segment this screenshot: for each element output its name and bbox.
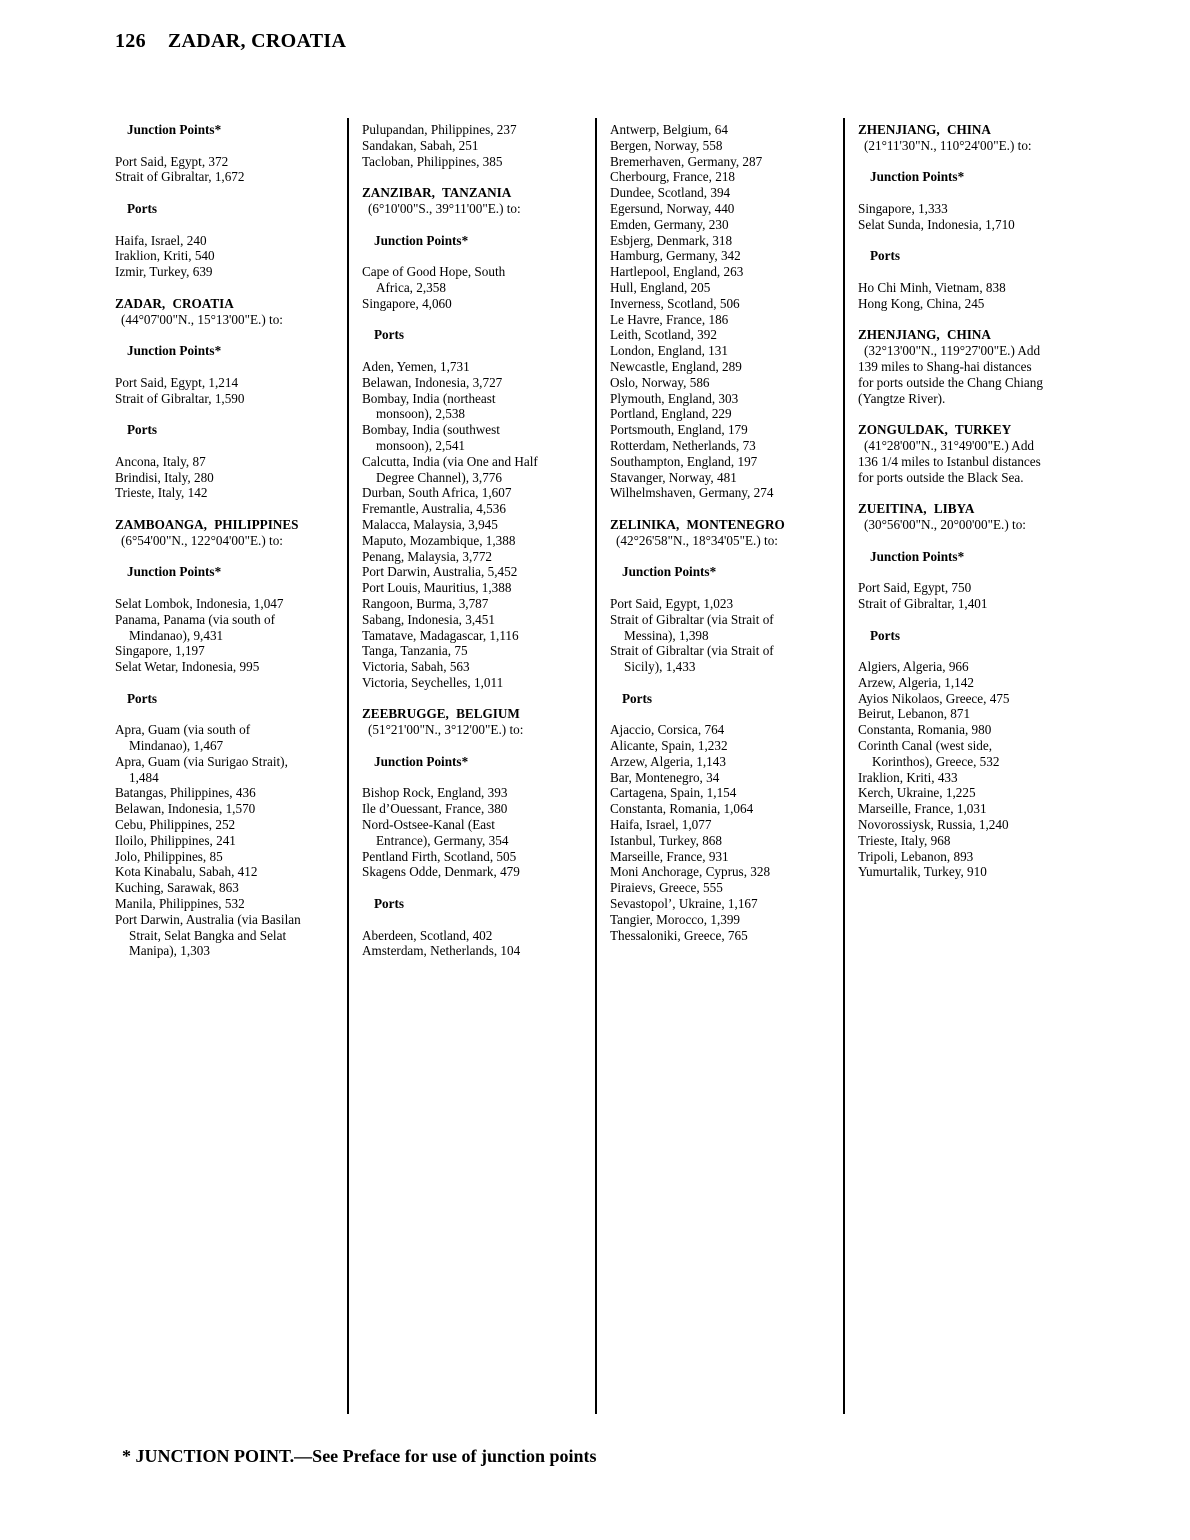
entry-line: Piraievs, Greece, 555	[610, 880, 723, 896]
entry-line: Hartlepool, England, 263	[610, 264, 744, 280]
coordinates-line: (41°28'00"N., 31°49'00"E.) Add	[864, 437, 1035, 453]
entry-line: Strait of Gibraltar, 1,401	[858, 595, 988, 611]
entry-line: Novorossiysk, Russia, 1,240	[858, 817, 1009, 833]
subheading: Ports	[374, 327, 405, 343]
entry-line: Cebu, Philippines, 252	[115, 817, 236, 833]
entry-line: Port Said, Egypt, 372	[115, 153, 229, 169]
coordinates-line: (6°54'00"N., 122°04'00"E.) to:	[121, 532, 283, 548]
junction-point-footnote: * JUNCTION POINT.—See Preface for use of junction points	[122, 1446, 597, 1466]
section-heading: ZAMBOANGA, PHILIPPINES	[115, 516, 299, 532]
entry-line: Fremantle, Australia, 4,536	[362, 501, 506, 517]
entry-line: Istanbul, Turkey, 868	[610, 832, 722, 848]
blank-line	[858, 233, 1094, 249]
entry-line: Portsmouth, England, 179	[610, 422, 748, 438]
subheading: Junction Points*	[374, 232, 469, 248]
entry-line: Marseille, France, 1,031	[858, 801, 987, 817]
entry-line: Ho Chi Minh, Vietnam, 838	[858, 279, 1006, 295]
entry-line: Sevastopol’, Ukraine, 1,167	[610, 896, 758, 912]
page-number: 126	[115, 30, 146, 52]
entry-line: Panama, Panama (via south of	[115, 611, 276, 627]
entry-line: Egersund, Norway, 440	[610, 200, 735, 216]
entry-line: Malacca, Malaysia, 3,945	[362, 516, 498, 532]
blank-line	[115, 580, 351, 596]
entry-line: Stavanger, Norway, 481	[610, 469, 737, 485]
subheading: Ports	[127, 690, 158, 706]
entry-line: for ports outside the Black Sea.	[858, 469, 1024, 485]
blank-line	[858, 312, 1094, 328]
entry-line: Singapore, 1,197	[115, 643, 205, 659]
blank-line	[362, 880, 598, 896]
entry-line: Port Said, Egypt, 750	[858, 580, 972, 596]
entry-line: Skagens Odde, Denmark, 479	[362, 864, 520, 880]
blank-line	[858, 406, 1094, 422]
section-heading: ZHENJIANG, CHINA	[858, 122, 991, 137]
blank-line	[362, 217, 598, 233]
text-column-4	[858, 122, 1094, 880]
entry-line: Hull, England, 205	[610, 279, 711, 295]
entry-line: Amsterdam, Netherlands, 104	[362, 943, 521, 959]
entry-line: Inverness, Scotland, 506	[610, 295, 740, 311]
entry-line: Port Darwin, Australia, 5,452	[362, 564, 518, 580]
entry-line: Cherbourg, France, 218	[610, 169, 736, 185]
entry-line: Oslo, Norway, 586	[610, 374, 710, 390]
entry-line: Iraklion, Kriti, 540	[115, 248, 215, 264]
entry-line: Strait of Gibraltar, 1,672	[115, 169, 245, 185]
entry-line: Port Darwin, Australia (via Basilan	[115, 911, 301, 927]
entry-line: Cartagena, Spain, 1,154	[610, 785, 737, 801]
text-column-2	[362, 122, 598, 959]
entry-line: Leith, Scotland, 392	[610, 327, 717, 343]
subheading: Junction Points*	[127, 564, 222, 580]
section-heading: ZONGULDAK, TURKEY	[858, 422, 1012, 438]
entry-line: Trieste, Italy, 968	[858, 832, 951, 848]
entry-line: London, England, 131	[610, 343, 728, 359]
subheading: Junction Points*	[870, 548, 965, 564]
blank-line	[115, 675, 351, 691]
blank-line	[858, 533, 1094, 549]
entry-line: Portland, England, 229	[610, 406, 732, 422]
subheading: Junction Points*	[870, 169, 965, 185]
entry-line: Victoria, Sabah, 563	[362, 659, 470, 675]
blank-line	[362, 312, 598, 328]
continuation-line: Korinthos), Greece, 532	[872, 753, 1000, 769]
entry-line: Hamburg, Germany, 342	[610, 248, 741, 264]
subheading: Ports	[870, 627, 901, 643]
entry-line: Kota Kinabalu, Sabah, 412	[115, 864, 258, 880]
entry-line: Esbjerg, Denmark, 318	[610, 232, 733, 248]
section-heading: ZADAR, CROATIA	[115, 295, 234, 311]
entry-line: Haifa, Israel, 1,077	[610, 817, 712, 833]
entry-line: Marseille, France, 931	[610, 848, 729, 864]
entry-line: 136 1/4 miles to Istanbul distances	[858, 453, 1041, 469]
entry-line: Tangier, Morocco, 1,399	[610, 911, 741, 927]
blank-line	[115, 327, 351, 343]
entry-line: Constanta, Romania, 980	[858, 722, 992, 738]
coordinates-line: (51°21'00"N., 3°12'00"E.) to:	[368, 722, 524, 738]
text-column-1	[115, 122, 351, 959]
coordinates-line: (44°07'00"N., 15°13'00"E.) to:	[121, 311, 283, 327]
blank-line	[362, 169, 598, 185]
entry-line: Beirut, Lebanon, 871	[858, 706, 971, 722]
blank-line	[115, 359, 351, 375]
continuation-line: Entrance), Germany, 354	[376, 832, 509, 848]
blank-line	[115, 706, 351, 722]
entry-line: Victoria, Seychelles, 1,011	[362, 674, 504, 690]
entry-line: Arzew, Algeria, 1,142	[858, 674, 974, 690]
entry-line: Port Said, Egypt, 1,023	[610, 595, 734, 611]
blank-line	[115, 138, 351, 154]
blank-line	[610, 501, 846, 517]
entry-line: Pentland Firth, Scotland, 505	[362, 848, 517, 864]
subheading: Junction Points*	[374, 753, 469, 769]
blank-line	[610, 580, 846, 596]
entry-line: Algiers, Algeria, 966	[858, 659, 969, 675]
entry-line: Kerch, Ukraine, 1,225	[858, 785, 976, 801]
page-header	[115, 30, 346, 53]
entry-line: Iloilo, Philippines, 241	[115, 832, 236, 848]
entry-line: Bremerhaven, Germany, 287	[610, 153, 763, 169]
subheading: Ports	[127, 200, 158, 216]
entry-line: Aden, Yemen, 1,731	[362, 358, 470, 374]
entry-line: Selat Wetar, Indonesia, 995	[115, 659, 260, 675]
entry-line: Moni Anchorage, Cyprus, 328	[610, 864, 771, 880]
continuation-line: Mindanao), 1,467	[129, 738, 224, 754]
blank-line	[115, 406, 351, 422]
blank-line	[858, 564, 1094, 580]
entry-line: Bombay, India (southwest	[362, 422, 500, 438]
subheading: Ports	[127, 422, 158, 438]
blank-line	[610, 549, 846, 565]
blank-line	[610, 675, 846, 691]
entry-line: Constanta, Romania, 1,064	[610, 801, 754, 817]
continuation-line: Strait, Selat Bangka and Selat	[129, 927, 287, 943]
blank-line	[858, 154, 1094, 170]
entry-line: Wilhelmshaven, Germany, 274	[610, 485, 774, 501]
entry-line: Bergen, Norway, 558	[610, 137, 723, 153]
entry-line: Tripoli, Lebanon, 893	[858, 848, 974, 864]
blank-line	[362, 248, 598, 264]
entry-line: Tanga, Tanzania, 75	[362, 643, 468, 659]
blank-line	[115, 438, 351, 454]
blank-line	[115, 501, 351, 517]
section-heading: ZANZIBAR, TANZANIA	[362, 185, 512, 201]
subheading: Ports	[870, 248, 901, 264]
section-heading: ZHENJIANG, CHINA	[858, 327, 991, 343]
entry-line: Aberdeen, Scotland, 402	[362, 927, 493, 943]
entry-line: Tacloban, Philippines, 385	[362, 153, 503, 169]
entry-line: Calcutta, India (via One and Half	[362, 453, 538, 469]
entry-line: Izmir, Turkey, 639	[115, 264, 213, 280]
blank-line	[858, 264, 1094, 280]
entry-line: for ports outside the Chang Chiang	[858, 374, 1043, 390]
continuation-line: 1,484	[129, 769, 159, 785]
page-title: ZADAR, CROATIA	[167, 30, 347, 52]
entry-line: Ajaccio, Corsica, 764	[610, 722, 725, 738]
subheading: Junction Points*	[127, 343, 222, 359]
entry-line: Batangas, Philippines, 436	[115, 785, 256, 801]
entry-line: Corinth Canal (west side,	[858, 738, 993, 754]
blank-line	[362, 738, 598, 754]
entry-line: Newcastle, England, 289	[610, 358, 742, 374]
coordinates-line: (32°13'00"N., 119°27'00"E.) Add	[864, 343, 1041, 359]
continuation-line: monsoon), 2,538	[376, 406, 466, 422]
entry-line: Apra, Guam (via south of	[115, 722, 251, 738]
entry-line: Maputo, Mozambique, 1,388	[362, 532, 516, 548]
blank-line	[362, 691, 598, 707]
entry-line: Alicante, Spain, 1,232	[610, 738, 728, 754]
continuation-line: Manipa), 1,303	[129, 943, 210, 959]
entry-line: Haifa, Israel, 240	[115, 232, 207, 248]
entry-line: Port Louis, Mauritius, 1,388	[362, 580, 512, 596]
blank-line	[115, 217, 351, 233]
subheading: Junction Points*	[622, 564, 717, 580]
coordinates-line: (6°10'00"S., 39°11'00"E.) to:	[368, 200, 521, 216]
entry-line: Thessaloniki, Greece, 765	[610, 927, 748, 943]
continuation-line: monsoon), 2,541	[376, 437, 466, 453]
entry-line: Hong Kong, China, 245	[858, 295, 985, 311]
entry-line: 139 miles to Shang-hai distances	[858, 358, 1032, 374]
blank-line	[858, 612, 1094, 628]
entry-line: Brindisi, Italy, 280	[115, 469, 214, 485]
entry-line: Yumurtalik, Turkey, 910	[858, 864, 987, 880]
entry-line: Cape of Good Hope, South	[362, 264, 506, 280]
coordinates-line: (30°56'00"N., 20°00'00"E.) to:	[864, 516, 1026, 532]
subheading: Ports	[374, 896, 405, 912]
entry-line: Sandakan, Sabah, 251	[362, 137, 479, 153]
entry-line: Rangoon, Burma, 3,787	[362, 595, 489, 611]
text-column-3	[610, 122, 846, 943]
entry-line: Le Havre, France, 186	[610, 311, 729, 327]
entry-line: Rotterdam, Netherlands, 73	[610, 437, 756, 453]
subheading: Ports	[622, 690, 653, 706]
section-heading: ZEEBRUGGE, BELGIUM	[362, 706, 520, 722]
entry-line: Southampton, England, 197	[610, 453, 758, 469]
entry-line: Nord-Ostsee-Kanal (East	[362, 817, 495, 833]
entry-line: Port Said, Egypt, 1,214	[115, 374, 239, 390]
blank-line	[858, 485, 1094, 501]
blank-line	[362, 343, 598, 359]
blank-line	[115, 185, 351, 201]
entry-line: Dundee, Scotland, 394	[610, 185, 731, 201]
entry-line: Selat Lombok, Indonesia, 1,047	[115, 595, 284, 611]
entry-line: Plymouth, England, 303	[610, 390, 739, 406]
entry-line: Arzew, Algeria, 1,143	[610, 753, 726, 769]
entry-line: Belawan, Indonesia, 1,570	[115, 801, 256, 817]
entry-line: Ayios Nikolaos, Greece, 475	[858, 690, 1010, 706]
entry-line: Tamatave, Madagascar, 1,116	[362, 627, 519, 643]
continuation-line: Messina), 1,398	[624, 627, 709, 643]
entry-line: Iraklion, Kriti, 433	[858, 769, 958, 785]
entry-line: Belawan, Indonesia, 3,727	[362, 374, 503, 390]
entry-line: Bombay, India (northeast	[362, 390, 496, 406]
entry-line: Sabang, Indonesia, 3,451	[362, 611, 495, 627]
entry-line: Strait of Gibraltar (via Strait of	[610, 611, 774, 627]
blank-line	[362, 912, 598, 928]
entry-line: Durban, South Africa, 1,607	[362, 485, 512, 501]
continuation-line: Mindanao), 9,431	[129, 627, 224, 643]
entry-line: Emden, Germany, 230	[610, 216, 729, 232]
entry-line: Pulupandan, Philippines, 237	[362, 122, 517, 137]
coordinates-line: (21°11'30"N., 110°24'00"E.) to:	[864, 137, 1032, 153]
continuation-line: Degree Channel), 3,776	[376, 469, 502, 485]
blank-line	[610, 706, 846, 722]
entry-line: Bar, Montenegro, 34	[610, 769, 720, 785]
entry-line: Penang, Malaysia, 3,772	[362, 548, 493, 564]
blank-line	[858, 643, 1094, 659]
entry-line: Strait of Gibraltar, 1,590	[115, 390, 245, 406]
entry-line: Kuching, Sarawak, 863	[115, 880, 239, 896]
entry-line: Manila, Philippines, 532	[115, 896, 245, 912]
entry-line: Singapore, 1,333	[858, 200, 948, 216]
blank-line	[362, 770, 598, 786]
blank-line	[115, 549, 351, 565]
entry-line: Jolo, Philippines, 85	[115, 848, 223, 864]
entry-line: Singapore, 4,060	[362, 295, 452, 311]
section-heading: ZELINIKA, MONTENEGRO	[610, 516, 785, 532]
blank-line	[858, 185, 1094, 201]
entry-line: Trieste, Italy, 142	[115, 485, 208, 501]
entry-line: Ile d’Ouessant, France, 380	[362, 801, 508, 817]
entry-line: Apra, Guam (via Surigao Strait),	[115, 753, 288, 769]
entry-line: Ancona, Italy, 87	[115, 453, 206, 469]
coordinates-line: (42°26'58"N., 18°34'05"E.) to:	[616, 532, 778, 548]
entry-line: Strait of Gibraltar (via Strait of	[610, 643, 774, 659]
continuation-line: Sicily), 1,433	[624, 659, 696, 675]
subheading: Junction Points*	[127, 122, 222, 137]
section-heading: ZUEITINA, LIBYA	[858, 501, 975, 517]
entry-line: Bishop Rock, England, 393	[362, 785, 508, 801]
blank-line	[115, 280, 351, 296]
entry-line: (Yangtze River).	[858, 390, 946, 406]
continuation-line: Africa, 2,358	[376, 279, 446, 295]
entry-line: Selat Sunda, Indonesia, 1,710	[858, 216, 1015, 232]
entry-line: Antwerp, Belgium, 64	[610, 122, 728, 137]
